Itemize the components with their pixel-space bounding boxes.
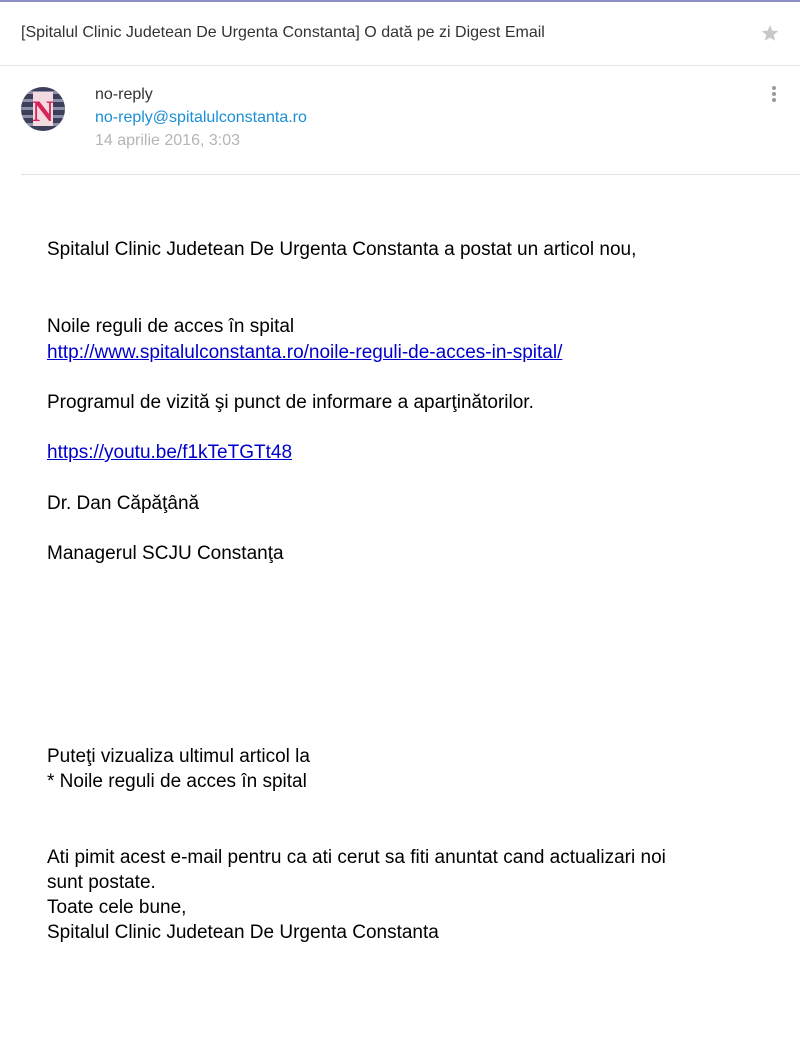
sender-name: no-reply bbox=[95, 86, 153, 103]
star-icon[interactable] bbox=[759, 22, 781, 44]
article-link-container bbox=[47, 340, 562, 365]
article-link[interactable]: http://www.spitalulconstanta.ro/noile-reguli-de-acces-in-spital/ bbox=[47, 342, 563, 363]
signature-name: Dr. Dan Căpăţână bbox=[47, 493, 200, 514]
intro-text: Spitalul Clinic Judetean De Urgenta Constanta a postat un articol nou, bbox=[47, 239, 637, 260]
sender-email[interactable]: no-reply@spitalulconstanta.ro bbox=[95, 109, 307, 126]
article-title: Noile reguli de acces în spital bbox=[47, 316, 295, 337]
subject-bar bbox=[0, 2, 800, 66]
email-header bbox=[0, 67, 800, 175]
overflow-menu-icon[interactable] bbox=[765, 85, 783, 105]
avatar[interactable] bbox=[21, 87, 65, 131]
latest-item: * Noile reguli de acces în spital bbox=[47, 771, 307, 792]
closing-org: Spitalul Clinic Judetean De Urgenta Constanta bbox=[47, 922, 439, 943]
notice-line-2: sunt postate. bbox=[47, 872, 156, 893]
sent-date: 14 aprilie 2016, 3:03 bbox=[95, 132, 240, 149]
youtube-link[interactable]: https://youtu.be/f1kTeTGTt48 bbox=[47, 442, 293, 463]
avatar-letter: N bbox=[32, 95, 54, 128]
email-subject: [Spitalul Clinic Judetean De Urgenta Constanta] O dată pe zi Digest Email bbox=[21, 24, 545, 41]
youtube-link-container bbox=[47, 440, 292, 465]
closing-text: Toate cele bune, bbox=[47, 897, 187, 918]
signature-title: Managerul SCJU Constanţa bbox=[47, 543, 284, 564]
header-divider bbox=[21, 174, 800, 175]
view-latest-text: Puteţi vizualiza ultimul articol la bbox=[47, 746, 310, 767]
notice-line-1: Ati pimit acest e-mail pentru ca ati cerut sa fiti anuntat cand actualizari noi bbox=[47, 847, 666, 868]
program-text: Programul de vizită şi punct de informare a aparţinătorilor. bbox=[47, 392, 534, 413]
